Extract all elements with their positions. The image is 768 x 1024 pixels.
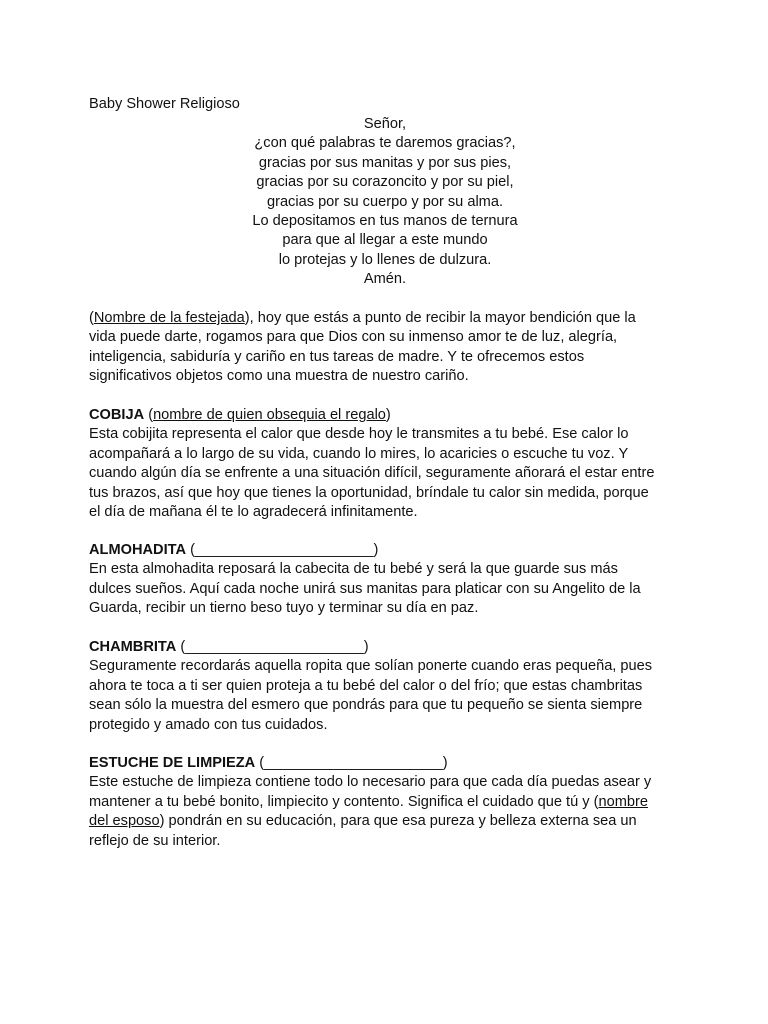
- almohadita-line: dulces sueños. Aquí cada noche unirá sus manitas para platicar con su Angelito de la: [89, 580, 641, 597]
- intro-line: significativos objetos como una muestra de nuestro cariño.: [89, 368, 469, 385]
- cobija-line: tus brazos, así que hoy que tienes la oportunidad, bríndale tu calor sin medida, porque: [89, 484, 649, 501]
- prayer-line: ¿con qué palabras te daremos gracias?,: [254, 135, 516, 152]
- cobija-line: el día de mañana él te lo agradecerá infinitamente.: [89, 504, 418, 521]
- estuche-line: [89, 812, 681, 831]
- section-heading-line: [89, 638, 681, 657]
- estuche-line: reflejo de su interior.: [89, 832, 221, 849]
- prayer-line: gracias por su cuerpo y por su alma.: [266, 193, 504, 210]
- prayer-block: [160, 115, 610, 290]
- chambrita-heading: CHAMBRITA: [89, 639, 177, 655]
- chambrita-line: protegido y amado con tus cuidados.: [89, 716, 328, 733]
- prayer-line: para que al llegar a este mundo: [282, 232, 488, 249]
- prayer-line: gracias por su corazoncito y por su piel,: [256, 174, 514, 191]
- almohadita-line: Guarda, recibir un tierno beso tuyo y terminar su día en paz.: [89, 600, 479, 617]
- chambrita-line: Seguramente recordarás aquella ropita que solían ponerte cuando eras pequeña, pues: [89, 658, 653, 675]
- intro-line: vida puede darte, rogamos para que Dios con su inmenso amor te de luz, alegría,: [89, 329, 618, 346]
- cobija-line: Esta cobijita representa el calor que desde hoy le transmites a tu bebé. Ese calor lo: [89, 426, 629, 443]
- estuche-line-text: mantener a tu bebé bonito, limpiecito y contento. Significa el cuidado que tú y (: [89, 793, 599, 810]
- estuche-line-text: ) pondrán en su educación, para que esa pureza y belleza externa sea un: [159, 813, 637, 830]
- chambrita-section: [89, 638, 681, 735]
- section-heading-line: [89, 406, 681, 425]
- intro-open-paren: (: [89, 310, 94, 326]
- honoree-name-placeholder: Nombre de la festejada: [93, 310, 245, 326]
- intro-line: [89, 309, 681, 328]
- intro-line-text: ), hoy que estás a punto de recibir la mayor bendición que la: [244, 310, 636, 326]
- cobija-line: cuando algún día se enfrente a una situación difícil, seguramente añorará el estar entre: [89, 465, 655, 482]
- estuche-heading: ESTUCHE DE LIMPIEZA: [89, 755, 256, 771]
- close-paren: ): [385, 407, 391, 423]
- estuche-line: [89, 793, 681, 812]
- name-blank: (______________________): [176, 639, 369, 655]
- chambrita-line: sean sólo la muestra del esmero que pondrás para que tu pequeño se sienta siempre: [89, 697, 643, 714]
- prayer-line: Amén.: [363, 271, 407, 288]
- prayer-line: lo protejas y lo llenes de dulzura.: [278, 251, 492, 268]
- husband-name-placeholder: del esposo: [89, 813, 160, 830]
- open-paren: (: [144, 407, 154, 423]
- cobija-line: acompañará a lo largo de su vida, cuando lo mires, lo acaricies o escuche tu voz. Y: [89, 445, 629, 462]
- giver-name-placeholder: nombre de quien obsequia el regalo: [153, 407, 386, 423]
- prayer-line: gracias por sus manitas y por sus pies,: [258, 154, 512, 171]
- name-blank: (______________________): [255, 755, 448, 771]
- prayer-line: Señor,: [363, 116, 407, 132]
- section-heading-line: [89, 754, 681, 773]
- section-heading-line: [89, 541, 681, 560]
- estuche-line: Este estuche de limpieza contiene todo lo necesario para que cada día puedas asear y: [89, 774, 652, 791]
- intro-line: inteligencia, sabiduría y cariño en tus tareas de madre. Y te ofrecemos estos: [89, 348, 585, 365]
- almohadita-line: En esta almohadita reposará la cabecita de tu bebé y será la que guarde sus más: [89, 561, 618, 578]
- name-blank: (______________________): [186, 542, 379, 558]
- almohadita-heading: ALMOHADITA: [89, 542, 187, 558]
- document-title: Baby Shower Religioso: [89, 96, 240, 112]
- almohadita-section: [89, 541, 681, 619]
- estuche-section: [89, 754, 681, 851]
- chambrita-line: ahora te toca a ti ser quien proteja a tu bebé del calor o del frío; que estas chambritas: [89, 677, 643, 694]
- prayer-line: Lo depositamos en tus manos de ternura: [252, 213, 518, 230]
- husband-name-placeholder: nombre: [598, 793, 648, 810]
- cobija-heading: COBIJA: [89, 407, 145, 423]
- cobija-section: [89, 406, 681, 522]
- intro-paragraph: [89, 309, 681, 387]
